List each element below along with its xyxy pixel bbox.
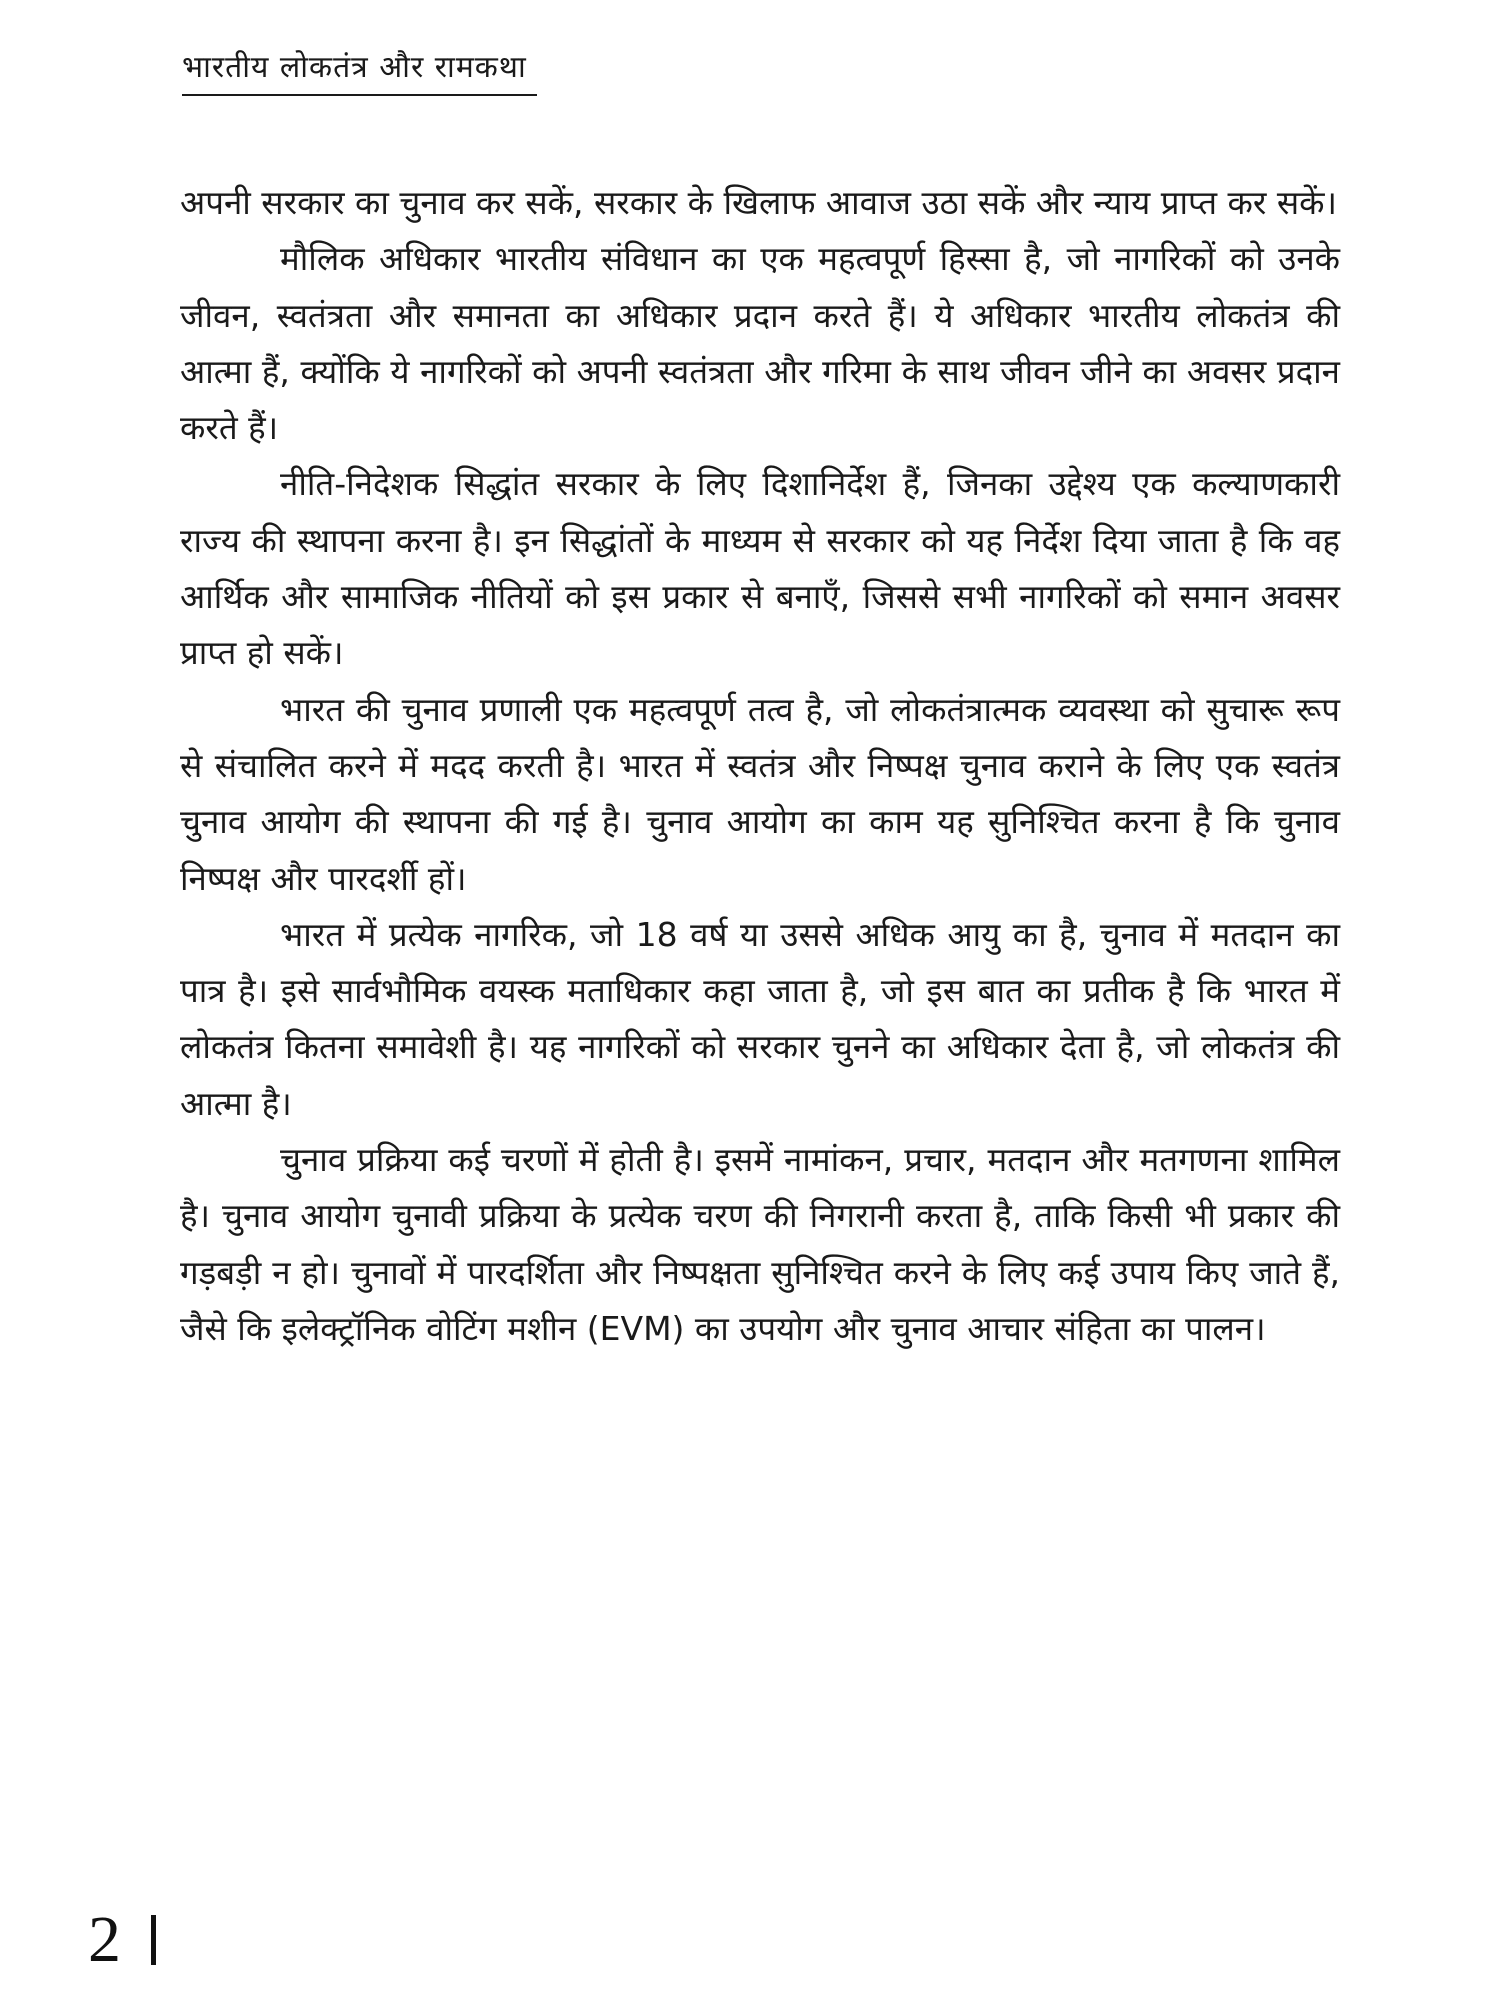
page-folio — [88, 1900, 156, 1980]
paragraph-5: भारत में प्रत्येक नागरिक, जो 18 वर्ष या उससे अधिक आयु का है, चुनाव में मतदान का पात्र है। इसे सार्वभौमिक वयस्क मताधिकार कहा जाता है, जो इस बात का प्रतीक है कि भारत में लोकतंत्र कितना समावेशी है। यह नागरिकों को सरकार चुनने का अधिकार देता है, जो लोकतंत्र की आत्मा है। — [180, 914, 1340, 1123]
folio-rule-divider — [151, 1915, 156, 1965]
paragraph-4: भारत की चुनाव प्रणाली एक महत्वपूर्ण तत्व है, जो लोकतंत्रात्मक व्यवस्था को सुचारू रूप से संचालित करने में मदद करती है। भारत में स्वतंत्र और निष्पक्ष चुनाव कराने के लिए एक स्वतंत्र चुनाव आयोग की स्थापना की गई है। चुनाव आयोग का काम यह सुनिश्चित करना है कि चुनाव निष्पक्ष और पारदर्शी हों। — [180, 689, 1340, 898]
paragraph-1: अपनी सरकार का चुनाव कर सकें, सरकार के खिलाफ आवाज उठा सकें और न्याय प्राप्त कर सकें। — [180, 183, 1338, 222]
page-body — [180, 175, 1340, 1357]
running-header-title: भारतीय लोकतंत्र और रामकथा — [182, 48, 537, 96]
paragraph-3: नीति-निदेशक सिद्धांत सरकार के लिए दिशानिर्देश हैं, जिनका उद्देश्य एक कल्याणकारी राज्य की स्थापना करना है। इन सिद्धांतों के माध्यम से सरकार को यह निर्देश दिया जाता है कि वह आर्थिक और सामाजिक नीतियों को इस प्रकार से बनाएँ, जिससे सभी नागरिकों को समान अवसर प्राप्त हो सकें। — [180, 464, 1340, 673]
paragraph-6: चुनाव प्रक्रिया कई चरणों में होती है। इसमें नामांकन, प्रचार, मतदान और मतगणना शामिल है। चुनाव आयोग चुनावी प्रक्रिया के प्रत्येक चरण की निगरानी करता है, ताकि किसी भी प्रकार की गड़बड़ी न हो। चुनावों में पारदर्शिता और निष्पक्षता सुनिश्चित करने के लिए कई उपाय किए जाते हैं, जैसे कि इलेक्ट्रॉनिक वोटिंग मशीन (EVM) का उपयोग और चुनाव आचार संहिता का पालन। — [180, 1140, 1340, 1348]
page-number: 2 — [88, 1903, 121, 1976]
paragraph-2: मौलिक अधिकार भारतीय संविधान का एक महत्वपूर्ण हिस्सा है, जो नागरिकों को उनके जीवन, स्वतंत्रता और समानता का अधिकार प्रदान करते हैं। ये अधिकार भारतीय लोकतंत्र की आत्मा हैं, क्योंकि ये नागरिकों को अपनी स्वतंत्रता और गरिमा के साथ जीवन जीने का अवसर प्रदान करते हैं। — [180, 239, 1340, 448]
